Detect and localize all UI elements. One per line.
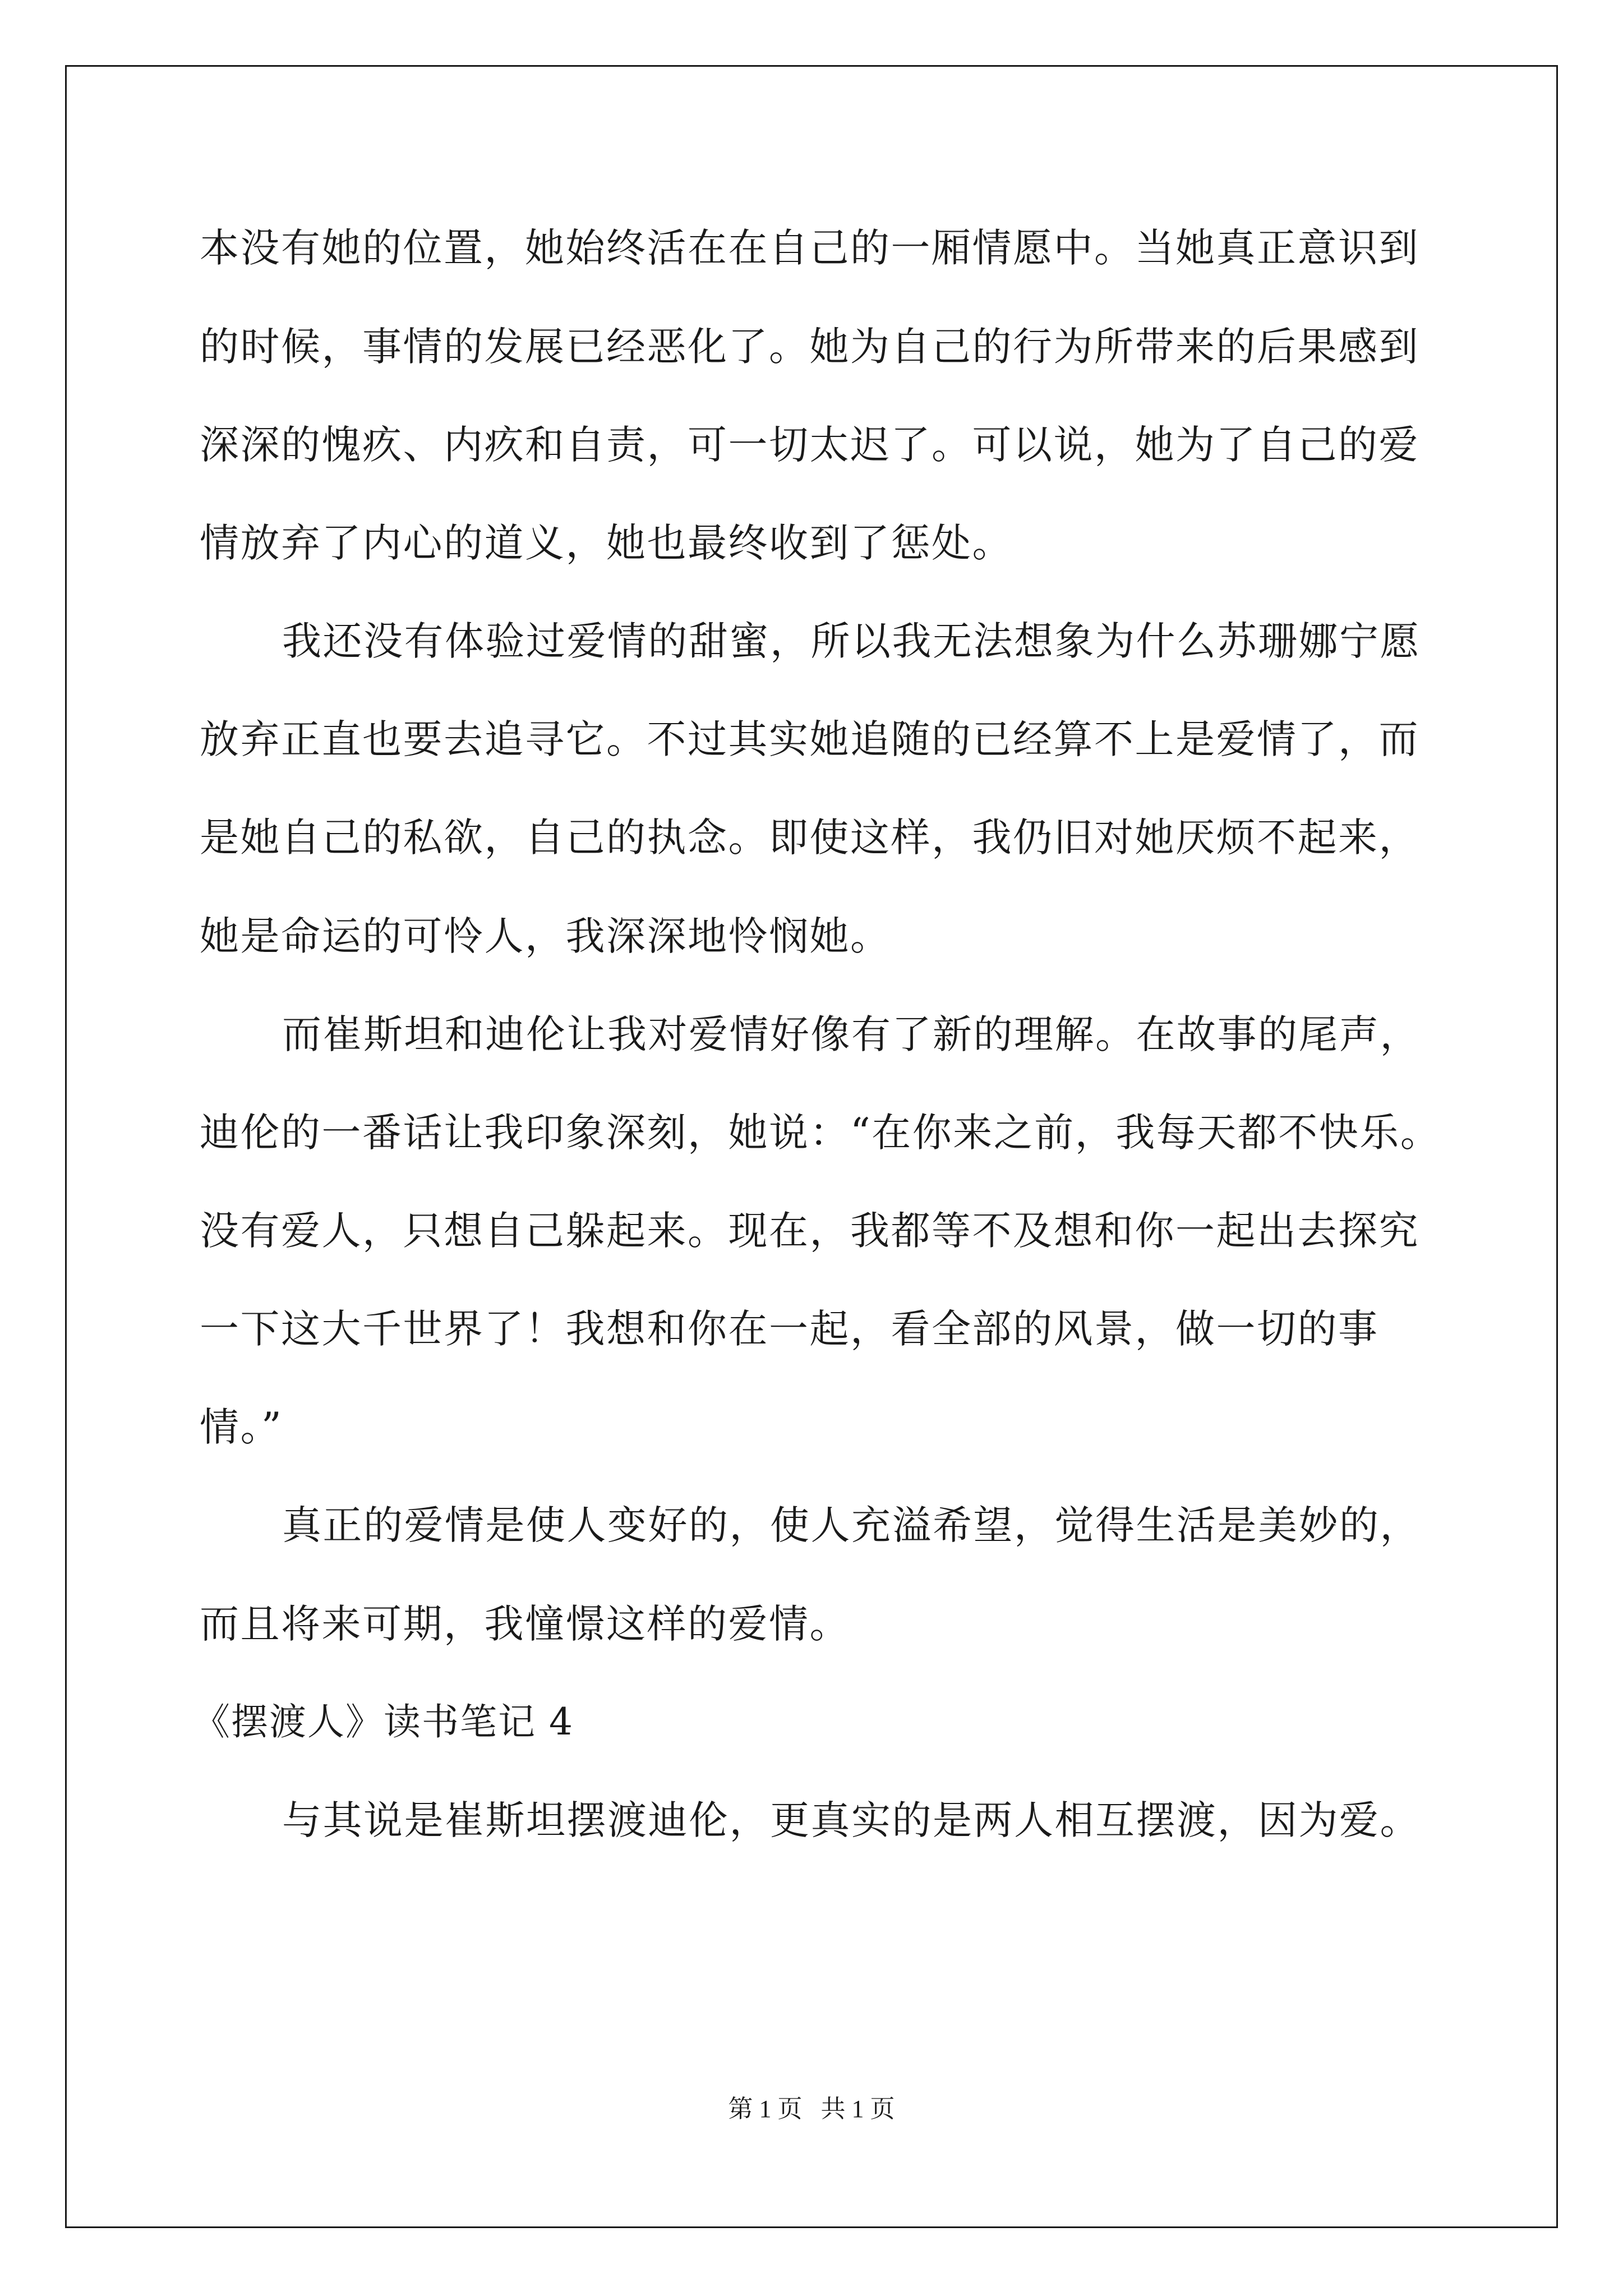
body-line: 情。” (200, 1404, 283, 1450)
body-line: 而且将来可期，我憧憬这样的爱情。 (200, 1601, 850, 1647)
body-line: 情放弃了内心的道义，她也最终收到了惩处。 (200, 520, 1013, 566)
body-line: 她是命运的可怜人，我深深地怜悯她。 (200, 913, 891, 959)
paragraph-start-line: 与其说是崔斯坦摆渡迪伦，更真实的是两人相互摆渡，因为爱。 (282, 1797, 1421, 1843)
section-heading: 《摆渡人》读书笔记 4 (193, 1700, 574, 1743)
body-line: 放弃正直也要去追寻它。不过其实她追随的已经算不上是爱情了，而 (200, 716, 1419, 762)
body-line: 一下这大千世界了！我想和你在一起，看全部的风景，做一切的事 (200, 1306, 1379, 1352)
body-line: 深深的愧疚、内疚和自责，可一切太迟了。可以说，她为了自己的爱 (200, 422, 1419, 468)
paragraph-start-line: 真正的爱情是使人变好的，使人充溢希望，觉得生活是美妙的， (282, 1502, 1421, 1548)
body-line: 是她自己的私欲，自己的执念。即使这样，我仍旧对她厌烦不起来， (200, 815, 1419, 861)
paragraph-start-line: 我还没有体验过爱情的甜蜜，所以我无法想象为什么苏珊娜宁愿 (282, 618, 1421, 664)
body-line: 的时候，事情的发展已经恶化了。她为自己的行为所带来的后果感到 (200, 324, 1419, 370)
body-line: 本没有她的位置，她始终活在在自己的一厢情愿中。当她真正意识到 (200, 225, 1419, 271)
body-line: 迪伦的一番话让我印象深刻，她说：“在你来之前，我每天都不快乐。 (200, 1110, 1441, 1156)
page-footer: 第 1 页 共 1 页 (728, 2095, 895, 2123)
body-line: 没有爱人，只想自己躲起来。现在，我都等不及想和你一起出去探究 (200, 1208, 1419, 1254)
paragraph-start-line: 而崔斯坦和迪伦让我对爱情好像有了新的理解。在故事的尾声， (282, 1011, 1421, 1057)
